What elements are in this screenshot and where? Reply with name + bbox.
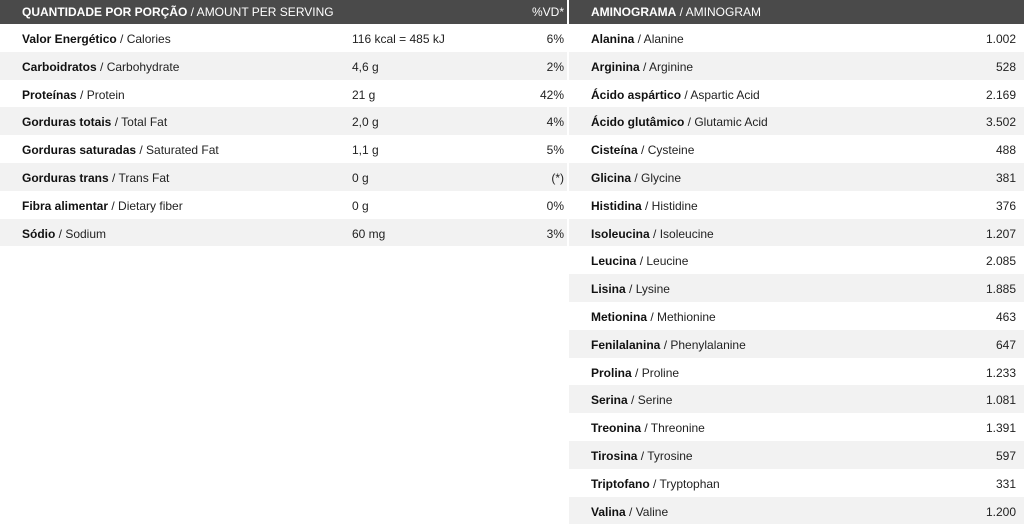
nutrient-name-en: / Trans Fat	[108, 170, 170, 185]
aminogram-rows	[569, 24, 1024, 524]
amino-acid-name-en: / Glycine	[631, 170, 682, 185]
amino-acid-value: 1.081	[985, 393, 1016, 408]
table-row	[0, 52, 567, 80]
amino-acid-name	[591, 477, 720, 491]
table-row	[0, 163, 567, 191]
amino-acid-name-en: / Alanine	[634, 32, 684, 46]
amino-acid-name	[591, 338, 746, 352]
nutrient-name	[22, 88, 125, 102]
table-row	[569, 219, 1024, 247]
nutrient-amount: 4,6 g	[352, 59, 379, 74]
amino-acid-name-pt: Alanina	[591, 32, 635, 46]
amino-acid-name	[591, 60, 693, 74]
amino-acid-value: 376	[995, 198, 1016, 213]
amino-acid-name	[591, 310, 716, 324]
amino-acid-name-en: / Threonine	[641, 421, 705, 436]
nutrient-name-pt: Proteínas	[22, 87, 77, 102]
nutrient-name-en: / Dietary fiber	[108, 198, 183, 213]
nutrient-name	[22, 115, 167, 129]
amino-acid-name-pt: Ácido aspártico	[591, 87, 682, 102]
amino-acid-name-pt: Lisina	[591, 282, 626, 297]
amino-acid-name-pt: Ácido glutâmico	[591, 115, 685, 130]
nutrient-name-en: / Carbohydrate	[96, 59, 180, 74]
aminogram-table	[569, 0, 1024, 524]
amino-acid-name	[591, 199, 698, 213]
amino-acid-name	[591, 88, 760, 102]
amino-acid-name-pt: Treonina	[591, 421, 642, 436]
nutrient-daily-value: 0%	[546, 198, 564, 213]
nutrient-daily-value: 2%	[546, 59, 564, 74]
amino-acid-value: 1.002	[985, 32, 1016, 46]
nutrient-daily-value: 6%	[546, 32, 564, 46]
nutrient-name-pt: Gorduras saturadas	[22, 143, 137, 158]
nutrient-amount: 60 mg	[352, 226, 386, 241]
nutrient-name	[22, 60, 179, 74]
table-row	[0, 191, 567, 219]
amino-acid-value: 381	[995, 170, 1016, 185]
amino-acid-value: 528	[995, 59, 1016, 74]
aminogram-header-pt: AMINOGRAMA	[591, 5, 677, 19]
nutrition-table-header	[0, 0, 567, 24]
nutrient-name	[22, 143, 219, 157]
nutrition-header-en: / AMOUNT PER SERVING	[187, 5, 334, 19]
amino-acid-name	[591, 366, 679, 380]
nutrition-rows	[0, 24, 567, 246]
nutrient-name-en: / Protein	[76, 87, 125, 102]
nutrient-daily-value: 4%	[546, 115, 564, 130]
amino-acid-name-en: / Arginine	[639, 59, 694, 74]
amino-acid-name-en: / Phenylalanine	[660, 337, 746, 352]
amino-acid-name-en: / Leucine	[636, 254, 689, 269]
nutrition-header-label	[22, 5, 334, 19]
amino-acid-name-en: / Methionine	[647, 309, 716, 324]
table-row	[569, 80, 1024, 108]
table-row	[569, 24, 1024, 52]
table-row	[569, 385, 1024, 413]
amino-acid-name-pt: Arginina	[591, 59, 640, 74]
nutrient-daily-value: 3%	[546, 226, 564, 241]
amino-acid-name-en: / Aspartic Acid	[681, 87, 760, 102]
amino-acid-name-pt: Cisteína	[591, 143, 638, 158]
amino-acid-value: 331	[995, 476, 1016, 491]
table-row	[0, 80, 567, 108]
nutrient-name-pt: Fibra alimentar	[22, 198, 109, 213]
table-row	[0, 24, 567, 52]
nutrient-name-en: / Total Fat	[111, 115, 168, 130]
amino-acid-name-pt: Metionina	[591, 309, 647, 324]
table-row	[569, 330, 1024, 358]
amino-acid-value: 1.200	[985, 504, 1016, 519]
table-row	[569, 52, 1024, 80]
aminogram-table-header	[569, 0, 1024, 24]
table-row	[569, 469, 1024, 497]
amino-acid-name	[591, 171, 681, 185]
table-row	[569, 441, 1024, 469]
nutrient-name	[22, 32, 171, 46]
amino-acid-value: 1.391	[985, 421, 1016, 436]
amino-acid-name-pt: Serina	[591, 393, 628, 408]
amino-acid-name-en: / Serine	[627, 393, 673, 408]
table-row	[0, 219, 567, 247]
amino-acid-name-pt: Tirosina	[591, 448, 638, 463]
aminogram-header-en: / AMINOGRAM	[676, 5, 762, 19]
nutrient-name	[22, 199, 183, 213]
nutrient-name-pt: Valor Energético	[22, 32, 117, 46]
amino-acid-value: 2.085	[985, 254, 1016, 269]
nutrient-name-pt: Gorduras trans	[22, 170, 109, 185]
amino-acid-value: 647	[995, 337, 1016, 352]
amino-acid-name-pt: Glicina	[591, 170, 632, 185]
nutrient-daily-value: (*)	[551, 170, 564, 185]
amino-acid-name-pt: Isoleucina	[591, 226, 650, 241]
nutrient-amount: 0 g	[352, 170, 369, 185]
nutrient-daily-value: 42%	[539, 87, 564, 102]
amino-acid-name-pt: Fenilalanina	[591, 337, 661, 352]
amino-acid-name-pt: Leucina	[591, 254, 637, 269]
amino-acid-name	[591, 449, 693, 463]
amino-acid-value: 1.233	[985, 365, 1016, 380]
table-row	[569, 163, 1024, 191]
amino-acid-name-en: / Lysine	[625, 282, 670, 297]
nutrient-name-en: / Calories	[116, 32, 171, 46]
amino-acid-name-pt: Valina	[591, 504, 626, 519]
nutrient-amount: 2,0 g	[352, 115, 379, 130]
table-row	[569, 497, 1024, 525]
nutrient-amount: 1,1 g	[352, 143, 379, 158]
table-row	[569, 135, 1024, 163]
amino-acid-name-pt: Triptofano	[591, 476, 650, 491]
amino-acid-name-en: / Valine	[625, 504, 669, 519]
amino-acid-name	[591, 115, 768, 129]
nutrition-header-pt: QUANTIDADE POR PORÇÃO	[22, 5, 188, 19]
amino-acid-name-en: / Tryptophan	[649, 476, 720, 491]
amino-acid-name-pt: Histidina	[591, 198, 642, 213]
nutrient-name-pt: Carboidratos	[22, 59, 97, 74]
amino-acid-name-en: / Proline	[631, 365, 680, 380]
table-row	[0, 107, 567, 135]
amino-acid-name	[591, 393, 672, 407]
nutrient-daily-value: 5%	[546, 143, 564, 158]
nutrient-name-pt: Gorduras totais	[22, 115, 112, 130]
amino-acid-value: 2.169	[985, 87, 1016, 102]
table-row	[569, 274, 1024, 302]
table-row	[569, 358, 1024, 386]
amino-acid-name	[591, 227, 714, 241]
nutrient-amount: 116 kcal = 485 kJ	[352, 32, 445, 46]
table-row	[569, 246, 1024, 274]
amino-acid-name-en: / Cysteine	[637, 143, 695, 158]
amino-acid-name-en: / Histidine	[641, 198, 698, 213]
table-row	[569, 302, 1024, 330]
nutrient-amount: 21 g	[352, 87, 376, 102]
daily-value-header: %VD*	[531, 5, 564, 19]
nutrition-table	[0, 0, 567, 246]
nutrient-name-en: / Sodium	[55, 226, 107, 241]
nutrient-name	[22, 171, 169, 185]
amino-acid-value: 597	[995, 448, 1016, 463]
amino-acid-name	[591, 143, 694, 157]
amino-acid-name	[591, 421, 705, 435]
table-row	[569, 191, 1024, 219]
table-row	[569, 413, 1024, 441]
amino-acid-value: 488	[995, 143, 1016, 158]
amino-acid-value: 3.502	[985, 115, 1016, 130]
nutrient-name	[22, 227, 106, 241]
amino-acid-name-en: / Glutamic Acid	[684, 115, 768, 130]
table-row	[569, 107, 1024, 135]
amino-acid-name	[591, 32, 684, 46]
amino-acid-name	[591, 505, 668, 519]
amino-acid-name-en: / Isoleucine	[649, 226, 714, 241]
table-row	[0, 135, 567, 163]
amino-acid-value: 1.885	[985, 282, 1016, 297]
nutrient-name-en: / Saturated Fat	[136, 143, 219, 158]
nutrient-amount: 0 g	[352, 198, 369, 213]
amino-acid-value: 1.207	[985, 226, 1016, 241]
amino-acid-name-en: / Tyrosine	[637, 448, 693, 463]
aminogram-header-label	[591, 5, 761, 19]
amino-acid-name-pt: Prolina	[591, 365, 632, 380]
amino-acid-name	[591, 282, 670, 296]
amino-acid-name	[591, 254, 688, 268]
amino-acid-value: 463	[995, 309, 1016, 324]
nutrient-name-pt: Sódio	[22, 226, 56, 241]
